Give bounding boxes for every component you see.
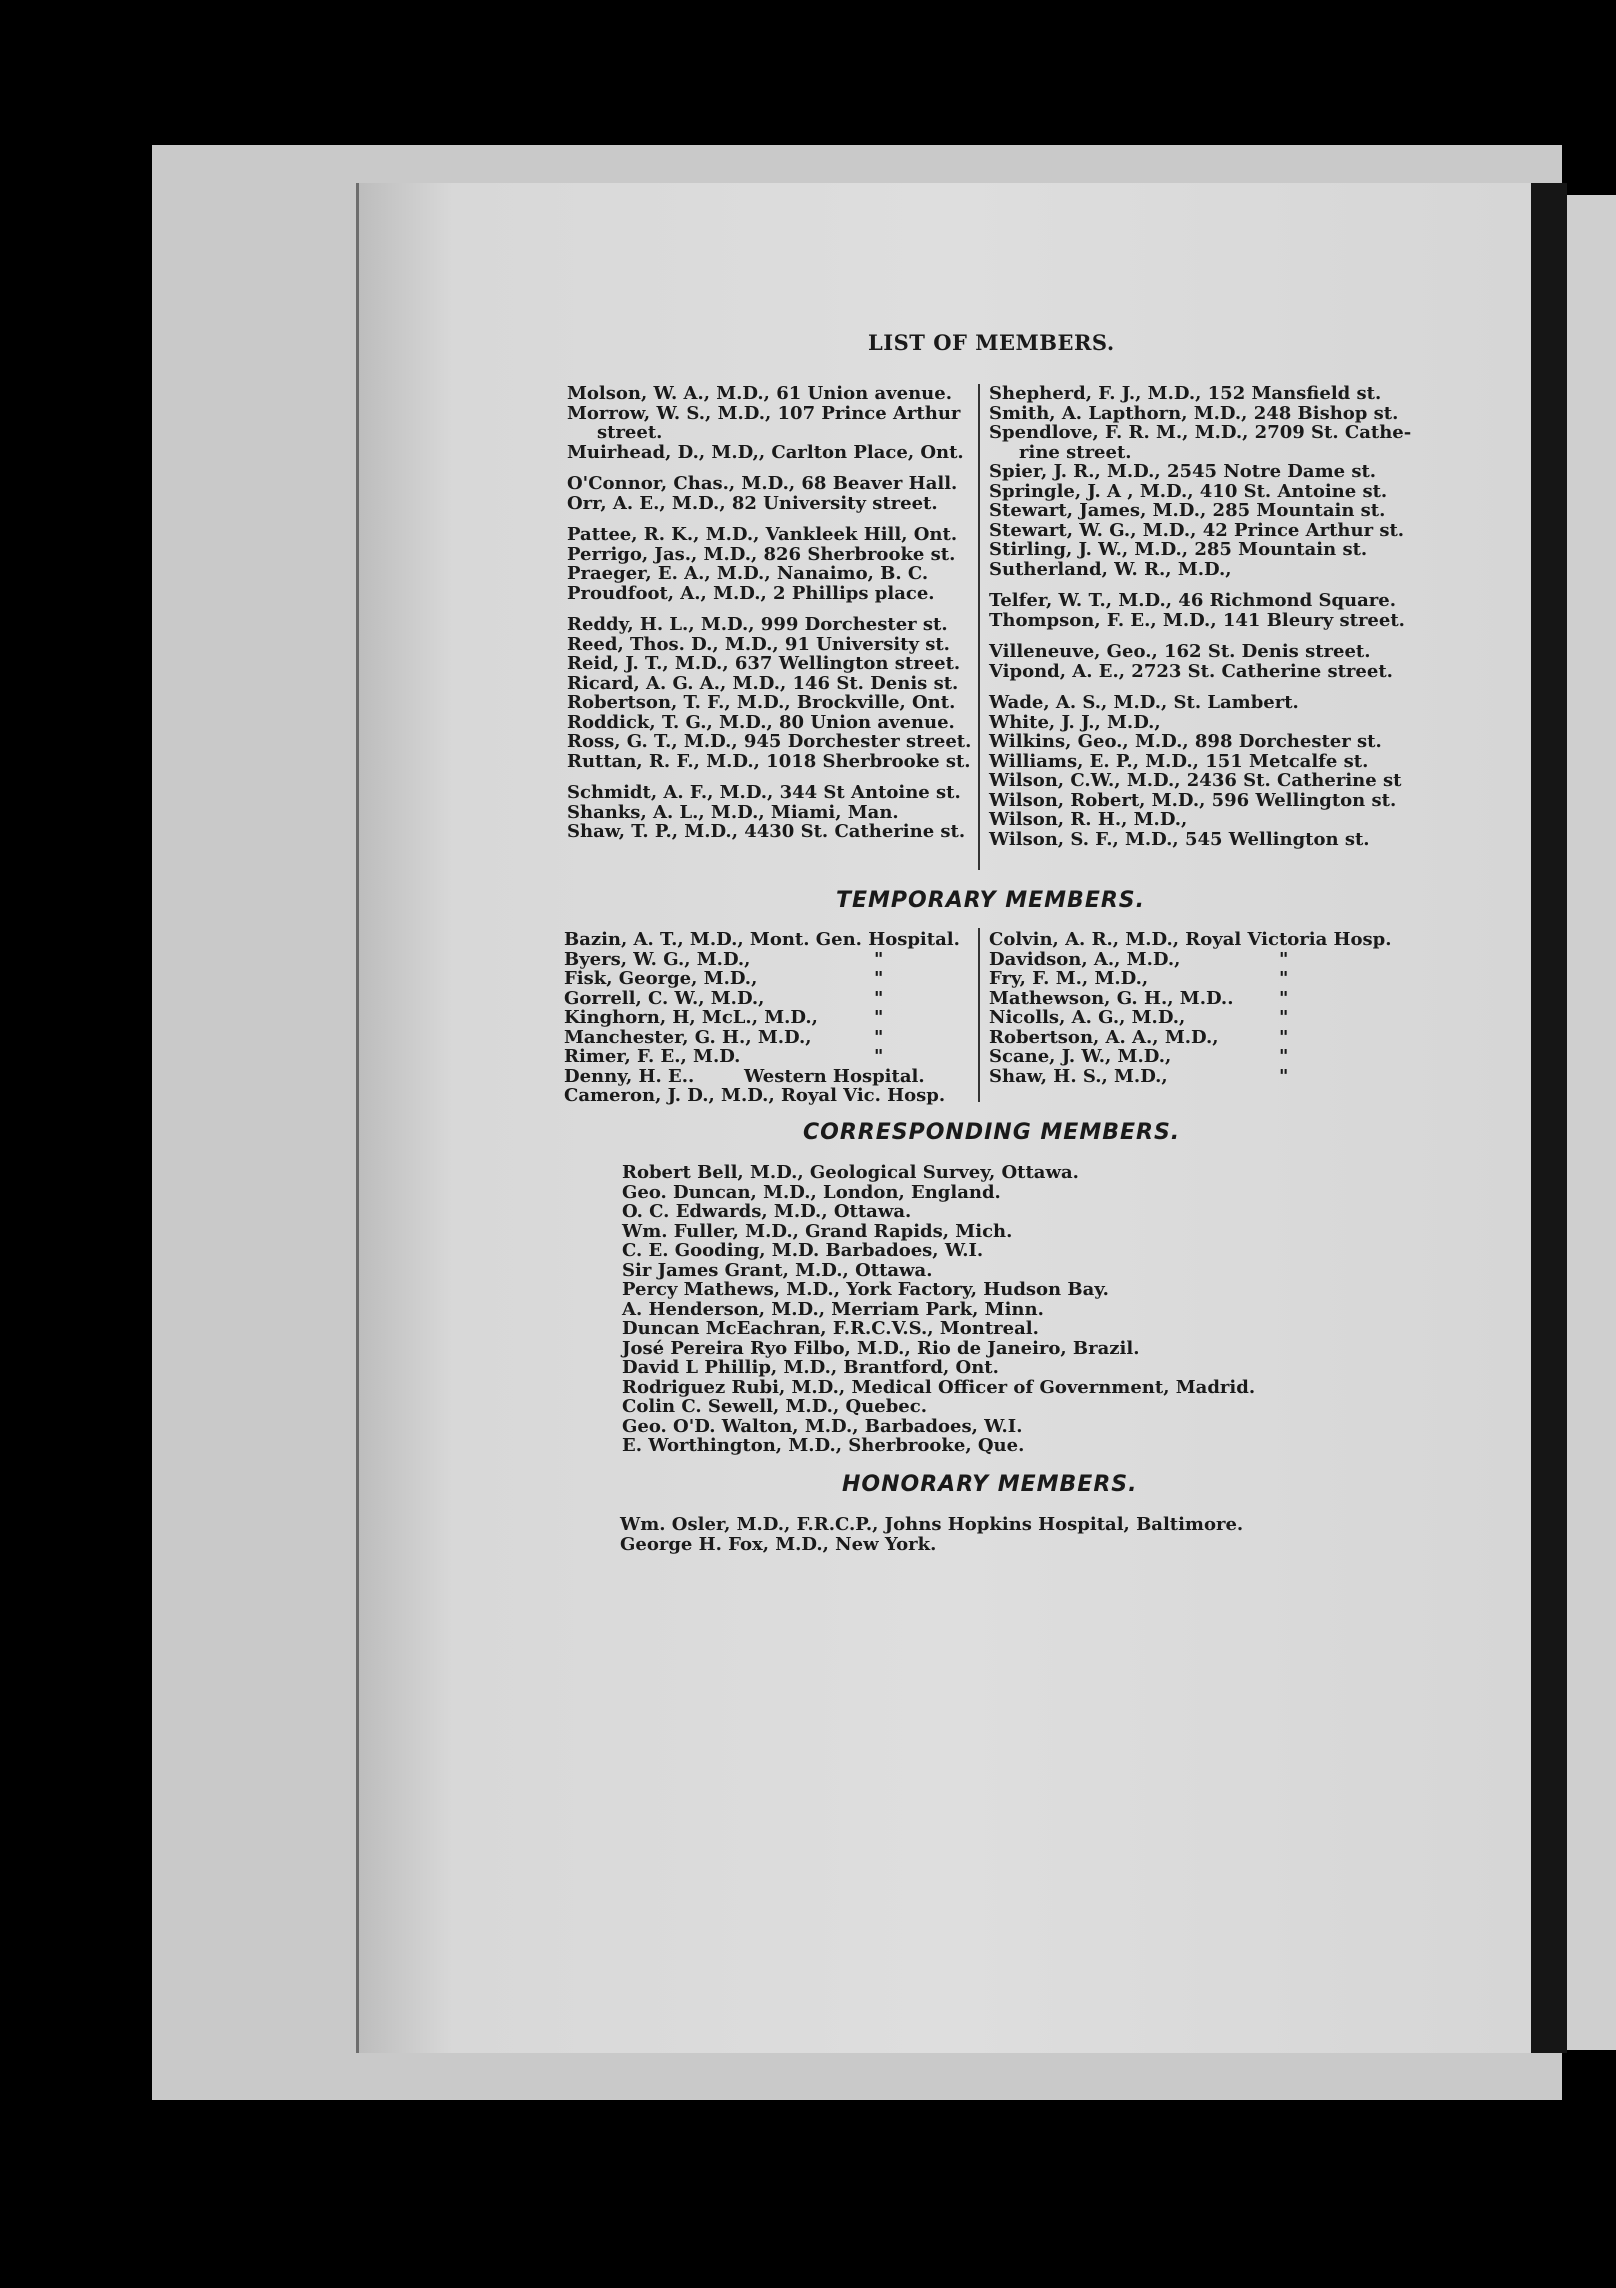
member-name: Cameron, J. D., M.D., Royal Vic. Hosp. xyxy=(564,1085,946,1106)
member-entry: Wilson, C.W., M.D., 2436 St. Catherine st xyxy=(989,770,1402,791)
member-entry: Robert Bell, M.D., Geological Survey, Ottawa. xyxy=(622,1162,1079,1183)
member-entry: Williams, E. P., M.D., 151 Metcalfe st. xyxy=(989,750,1369,772)
member-entry: Wade, A. S., M.D., St. Lambert. xyxy=(989,692,1299,713)
ditto-mark: " xyxy=(874,1026,884,1048)
member-entry: Shaw, T. P., M.D., 4430 St. Catherine st. xyxy=(567,821,966,842)
member-name: Gorrell, C. W., M.D., xyxy=(564,987,765,1009)
member-entry: Praeger, E. A., M.D., Nanaimo, B. C. xyxy=(567,563,929,584)
ditto-mark: " xyxy=(874,987,884,1009)
member-entry: Shanks, A. L., M.D., Miami, Man. xyxy=(567,801,899,823)
member-entry: Wilkins, Geo., M.D., 898 Dorchester st. xyxy=(989,731,1382,752)
member-entry: Thompson, F. E., M.D., 141 Bleury street. xyxy=(989,609,1405,631)
member-entry: White, J. J., M.D., xyxy=(989,711,1161,733)
member-entry xyxy=(564,930,960,950)
member-entry: street. xyxy=(597,422,663,443)
ditto-mark: " xyxy=(1279,1007,1289,1028)
member-name: Scane, J. W., M.D., xyxy=(989,1046,1172,1067)
member-name: Shaw, H. S., M.D., xyxy=(989,1065,1168,1087)
member-name: Robertson, A. A., M.D., xyxy=(989,1026,1219,1048)
member-name: Mathewson, G. H., M.D.. xyxy=(989,987,1234,1009)
member-entry xyxy=(564,1028,960,1048)
ditto-mark: " xyxy=(874,968,884,989)
member-entry: Ricard, A. G. A., M.D., 146 St. Denis st. xyxy=(567,672,959,694)
member-entry: Sir James Grant, M.D., Ottawa. xyxy=(622,1259,933,1281)
member-entry: Stewart, W. G., M.D., 42 Prince Arthur st. xyxy=(989,519,1405,541)
member-entry: José Pereira Ryo Filbo, M.D., Rio de Janeiro, Brazil. xyxy=(622,1337,1140,1359)
member-entry: Colin C. Sewell, M.D., Quebec. xyxy=(622,1396,927,1417)
column-divider xyxy=(978,928,980,1102)
member-entry: Percy Mathews, M.D., York Factory, Hudson Bay. xyxy=(622,1279,1109,1300)
member-entry: Wilson, R. H., M.D., xyxy=(989,809,1188,830)
member-entry: Shepherd, F. J., M.D., 152 Mansfield st. xyxy=(989,383,1382,404)
temporary-members-left-column xyxy=(564,930,960,1106)
member-entry: Duncan McEachran, F.R.C.V.S., Montreal. xyxy=(622,1318,1039,1339)
member-entry: Schmidt, A. F., M.D., 344 St Antoine st. xyxy=(567,782,961,803)
next-page-edge xyxy=(1567,195,1616,2050)
member-entry: Muirhead, D., M.D,, Carlton Place, Ont. xyxy=(567,441,964,463)
member-entry xyxy=(989,1028,1392,1048)
member-entry: Ruttan, R. F., M.D., 1018 Sherbrooke st. xyxy=(567,750,971,772)
member-entry xyxy=(989,1047,1392,1067)
ditto-mark: " xyxy=(874,948,884,970)
member-entry: Robertson, T. F., M.D., Brockville, Ont. xyxy=(567,692,956,713)
member-entry: Molson, W. A., M.D., 61 Union avenue. xyxy=(567,383,952,404)
honorary-members-heading: HONORARY MEMBERS. xyxy=(842,1472,1138,1497)
member-entry: Morrow, W. S., M.D., 107 Prince Arthur xyxy=(567,402,961,424)
member-entry xyxy=(564,950,960,970)
member-entry: C. E. Gooding, M.D. Barbadoes, W.I. xyxy=(622,1240,984,1261)
member-entry xyxy=(564,1047,960,1067)
column-divider xyxy=(978,384,980,870)
member-entry xyxy=(989,1008,1392,1028)
member-entry: Wilson, Robert, M.D., 596 Wellington st. xyxy=(989,789,1397,811)
member-name: Manchester, G. H., M.D., xyxy=(564,1026,812,1048)
member-entry: Stirling, J. W., M.D., 285 Mountain st. xyxy=(989,539,1368,560)
ordinary-members-right-column xyxy=(989,384,1411,849)
member-entry: Villeneuve, Geo., 162 St. Denis street. xyxy=(989,641,1371,662)
member-entry xyxy=(989,950,1392,970)
member-name: Fry, F. M., M.D., xyxy=(989,968,1149,989)
member-entry: Springle, J. A , M.D., 410 St. Antoine st. xyxy=(989,480,1388,502)
ditto-mark: " xyxy=(1279,948,1289,970)
member-entry: E. Worthington, M.D., Sherbrooke, Que. xyxy=(622,1435,1025,1456)
member-entry: O'Connor, Chas., M.D., 68 Beaver Hall. xyxy=(567,473,958,494)
member-entry xyxy=(989,1067,1392,1087)
member-entry: Perrigo, Jas., M.D., 826 Sherbrooke st. xyxy=(567,543,956,565)
member-entry: Telfer, W. T., M.D., 46 Richmond Square. xyxy=(989,590,1396,611)
honorary-members-list xyxy=(620,1515,1243,1554)
member-name: Bazin, A. T., M.D., Mont. Gen. Hospital. xyxy=(564,929,960,950)
member-entry: Reid, J. T., M.D., 637 Wellington street. xyxy=(567,653,961,674)
member-entry: Wm. Osler, M.D., F.R.C.P., Johns Hopkins Hospital, Baltimore. xyxy=(620,1514,1244,1535)
member-entry: rine street. xyxy=(1019,441,1132,463)
ditto-mark: " xyxy=(1279,1065,1289,1087)
member-entry xyxy=(989,989,1392,1009)
member-entry: Stewart, James, M.D., 285 Mountain st. xyxy=(989,500,1386,521)
page-title: LIST OF MEMBERS. xyxy=(868,330,1115,355)
member-entry: Sutherland, W. R., M.D., xyxy=(989,558,1232,580)
member-entry: Geo. Duncan, M.D., London, England. xyxy=(622,1181,1001,1203)
member-name: Nicolls, A. G., M.D., xyxy=(989,1007,1186,1028)
ditto-mark: " xyxy=(1279,1026,1289,1048)
ditto-mark: " xyxy=(874,1046,884,1067)
member-entry: Reddy, H. L., M.D., 999 Dorchester st. xyxy=(567,614,948,635)
member-entry: David L Phillip, M.D., Brantford, Ont. xyxy=(622,1357,999,1378)
ditto-mark: " xyxy=(1279,987,1289,1009)
ditto-mark: " xyxy=(874,1007,884,1028)
member-name: Colvin, A. R., M.D., Royal Victoria Hosp. xyxy=(989,929,1392,950)
member-entry xyxy=(564,1067,960,1087)
member-entry: Geo. O'D. Walton, M.D., Barbadoes, W.I. xyxy=(622,1415,1023,1437)
member-entry xyxy=(564,989,960,1009)
member-entry xyxy=(989,969,1392,989)
member-entry: O. C. Edwards, M.D., Ottawa. xyxy=(622,1201,912,1222)
member-entry: George H. Fox, M.D., New York. xyxy=(620,1533,937,1555)
corresponding-members-heading: CORRESPONDING MEMBERS. xyxy=(803,1120,1181,1145)
temporary-members-right-column xyxy=(989,930,1392,1086)
member-entry: Reed, Thos. D., M.D., 91 University st. xyxy=(567,633,950,655)
member-entry: Wm. Fuller, M.D., Grand Rapids, Mich. xyxy=(622,1220,1013,1242)
member-entry: Proudfoot, A., M.D., 2 Phillips place. xyxy=(567,582,935,604)
member-name: Byers, W. G., M.D., xyxy=(564,948,751,970)
member-entry: A. Henderson, M.D., Merriam Park, Minn. xyxy=(622,1298,1044,1320)
member-name: Rimer, F. E., M.D. xyxy=(564,1046,741,1067)
member-entry: Spier, J. R., M.D., 2545 Notre Dame st. xyxy=(989,461,1377,482)
corresponding-members-list xyxy=(622,1163,1255,1456)
member-entry: Orr, A. E., M.D., 82 University street. xyxy=(567,492,938,514)
ditto-mark: " xyxy=(1279,968,1289,989)
member-entry: Ross, G. T., M.D., 945 Dorchester street. xyxy=(567,731,972,752)
member-entry: Wilson, S. F., M.D., 545 Wellington st. xyxy=(989,828,1370,850)
ordinary-members-left-column xyxy=(567,384,971,842)
book-spine xyxy=(1531,183,1567,2053)
member-entry: Roddick, T. G., M.D., 80 Union avenue. xyxy=(567,711,955,733)
member-name: Fisk, George, M.D., xyxy=(564,968,758,989)
member-entry: Vipond, A. E., 2723 St. Catherine street. xyxy=(989,660,1393,682)
member-entry: Spendlove, F. R. M., M.D., 2709 St. Cathe- xyxy=(989,422,1412,443)
member-entry xyxy=(989,930,1392,950)
member-entry xyxy=(564,1086,960,1106)
member-entry xyxy=(564,1008,960,1028)
member-entry: Smith, A. Lapthorn, M.D., 248 Bishop st. xyxy=(989,402,1399,424)
ditto-mark: " xyxy=(1279,1046,1289,1067)
member-entry: Rodriguez Rubi, M.D., Medical Officer of Government, Madrid. xyxy=(622,1376,1256,1398)
member-entry: Pattee, R. K., M.D., Vankleek Hill, Ont. xyxy=(567,524,958,545)
hospital-name: Western Hospital. xyxy=(744,1065,925,1087)
temporary-members-heading: TEMPORARY MEMBERS. xyxy=(836,888,1145,913)
member-name: Kinghorn, H, McL., M.D., xyxy=(564,1007,818,1028)
member-entry xyxy=(564,969,960,989)
member-name: Denny, H. E.. xyxy=(564,1065,695,1087)
member-name: Davidson, A., M.D., xyxy=(989,948,1181,970)
